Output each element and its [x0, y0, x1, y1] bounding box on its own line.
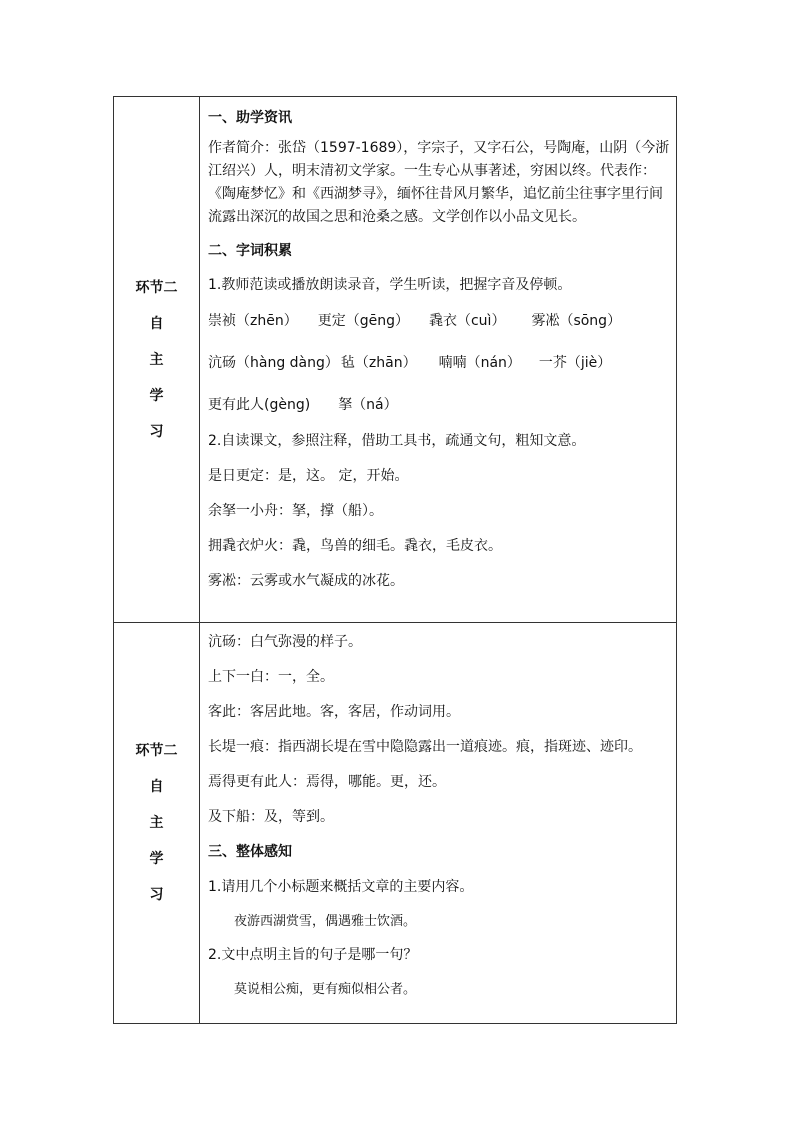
- section-label-cell: [114, 97, 200, 623]
- pron-item: 拏（ná）: [338, 397, 398, 413]
- pron-item: 更定（gēng）: [317, 313, 409, 329]
- pron-item: 沆砀（hàng dàng）: [208, 355, 339, 371]
- pron-item: 更有此人(gèng): [208, 397, 311, 413]
- pron-item: 雾凇（sōng）: [531, 313, 622, 329]
- answer-2: 莫说相公痴，更有痴似相公者。: [234, 982, 417, 997]
- gloss-item: 焉得更有此人：焉得，哪能。更，还。: [208, 774, 446, 790]
- section-char: 习: [149, 423, 164, 440]
- heading-overview: 三、整体感知: [208, 844, 292, 860]
- section-char: 主: [149, 351, 164, 368]
- section-char: 自: [149, 315, 164, 332]
- gloss-item: 余拏一小舟：拏，撑（船）。: [208, 503, 383, 519]
- table-row: [114, 623, 677, 1024]
- gloss-item: 拥毳衣炉火：毳，鸟兽的细毛。毳衣，毛皮衣。: [208, 538, 502, 554]
- pronunciation-line: [208, 396, 670, 414]
- pron-item: 毳衣（cuì）: [428, 313, 506, 329]
- gloss-item: 长堤一痕：指西湖长堤在雪中隐隐露出一道痕迹。痕，指斑迹、迹印。: [208, 739, 642, 755]
- gloss-item: 上下一白：一，全。: [208, 669, 334, 685]
- gloss-item: 雾凇：云雾或水气凝成的冰花。: [208, 573, 404, 589]
- gloss-item: 客此：客居此地。客，客居，作动词用。: [208, 704, 460, 720]
- section-char: 自: [149, 779, 164, 795]
- pron-item: 一芥（jiè）: [538, 355, 612, 371]
- section-char: 学: [149, 851, 164, 867]
- lesson-table: [113, 96, 677, 1024]
- answer-1: 夜游西湖赏雪，偶遇雅士饮酒。: [234, 914, 417, 929]
- heading-info: 一、助学资讯: [208, 110, 292, 126]
- instruction-1: 1.教师范读或播放朗读录音，学生听读，把握字音及停顿。: [208, 277, 572, 293]
- gloss-item: 及下船：及，等到。: [208, 809, 334, 825]
- section-label-cell: [114, 623, 200, 1024]
- content-cell: [200, 623, 677, 1024]
- pronunciation-line: [208, 354, 670, 372]
- gloss-item: 是日更定：是，这。 定，开始。: [208, 468, 409, 484]
- section-char: 学: [149, 387, 164, 404]
- section-label: 环节二: [135, 279, 178, 296]
- author-intro: 作者简介：张岱（1597-1689），字宗子，又字石公，号陶庵，山阴（今浙江绍兴）人，明末清初文学家。一生专心从事著述，穷困以终。代表作：《陶庵梦忆》和《西湖梦寻》，缅怀往昔风月繁华，追忆前尘往事字里行间流露出深沉的故国之思和沧桑之感。文学创作以小品文见长。: [208, 140, 670, 225]
- content-cell: [200, 97, 677, 623]
- table-row: [114, 97, 677, 623]
- pron-item: 毡（zhān）: [340, 355, 417, 371]
- heading-vocab: 二、字词积累: [208, 243, 292, 259]
- pronunciation-line: [208, 312, 670, 330]
- pron-item: 崇祯（zhēn）: [208, 313, 298, 329]
- question-2: 2.文中点明主旨的句子是哪一句？: [208, 947, 418, 963]
- instruction-2: 2.自读课文，参照注释，借助工具书，疏通文句，粗知文意。: [208, 433, 586, 449]
- gloss-item: 沆砀：白气弥漫的样子。: [208, 634, 362, 650]
- section-char: 主: [149, 815, 164, 831]
- question-1: 1.请用几个小标题来概括文章的主要内容。: [208, 879, 474, 895]
- section-char: 习: [149, 887, 164, 903]
- section-label: 环节二: [135, 743, 178, 759]
- pron-item: 喃喃（nán）: [438, 355, 521, 371]
